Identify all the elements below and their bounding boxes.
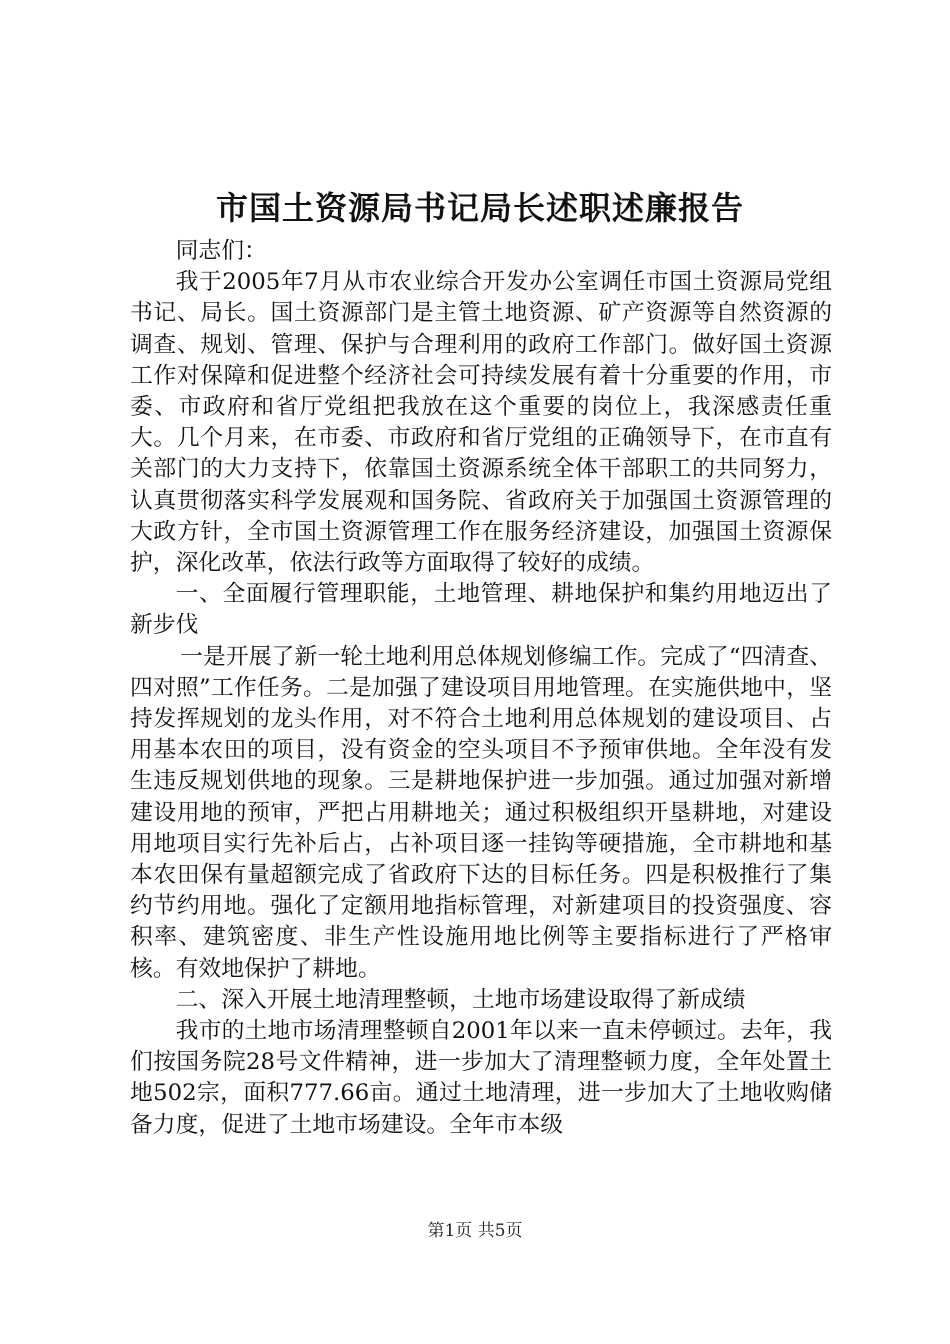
- section-heading-2: 二、深入开展土地清理整顿，土地市场建设取得了新成绩: [175, 986, 746, 1013]
- paragraph-section-2: 我市的土地市场清理整顿自2001年以来一直未停顿过。去年，我们按国务院28号文件精神，进一步加大了清理整顿力度，全年处置土地502宗，面积777.66亩。通过土地清理，进一步加大了土地收购储备力度，促进了土地市场建设。全年市本级: [130, 1018, 832, 1138]
- section-heading-1: 一、全面履行管理职能，土地管理、耕地保护和集约用地迈出了新步伐: [130, 581, 832, 639]
- salutation: 同志们：: [175, 238, 267, 264]
- paragraph-section-1: 一是开展了新一轮土地利用总体规划修编工作。完成了“四清查、四对照”工作任务。二是加强了建设项目用地管理。在实施供地中，坚持发挥规划的龙头作用，对不符合土地利用总体规划的建设项目、占用基本农田的项目，没有资金的空头项目不予预审供地。全年没有发生违反规划供地的现象。三是耕地保护进一步加强。通过加强对新增建设用地的预审，严把占用耕地关；通过积极组织开垦耕地，对建设用地项目实行先补后占，占补项目逐一挂钩等硬措施，全市耕地和基本农田保有量超额完成了省政府下达的目标任务。四是积极推行了集约节约用地。强化了定额用地指标管理，对新建项目的投资强度、容积率、建筑密度、非生产性设施用地比例等主要指标进行了严格审核。有效地保护了耕地。: [130, 643, 832, 982]
- document-title: 市国土资源局书记局长述职述廉报告: [215, 189, 744, 227]
- paragraph-intro: 我于2005年7月从市农业综合开发办公室调任市国土资源局党组书记、局长。国土资源部门是主管土地资源、矿产资源等自然资源的调查、规划、管理、保护与合理利用的政府工作部门。做好国土资源工作对保障和促进整个经济社会可持续发展有着十分重要的作用，市委、市政府和省厅党组把我放在这个重要的岗位上，我深感责任重大。几个月来，在市委、市政府和省厅党组的正确领导下，在市直有关部门的大力支持下，依靠国土资源系统全体干部职工的共同努力，认真贯彻落实科学发展观和国务院、省政府关于加强国土资源管理的大政方针，全市国土资源管理工作在服务经济建设，加强国土资源保护，深化改革，依法行政等方面取得了较好的成绩。: [130, 269, 832, 577]
- page-number-footer: 第1页 共5页: [427, 1221, 523, 1241]
- document-body: [130, 236, 832, 1141]
